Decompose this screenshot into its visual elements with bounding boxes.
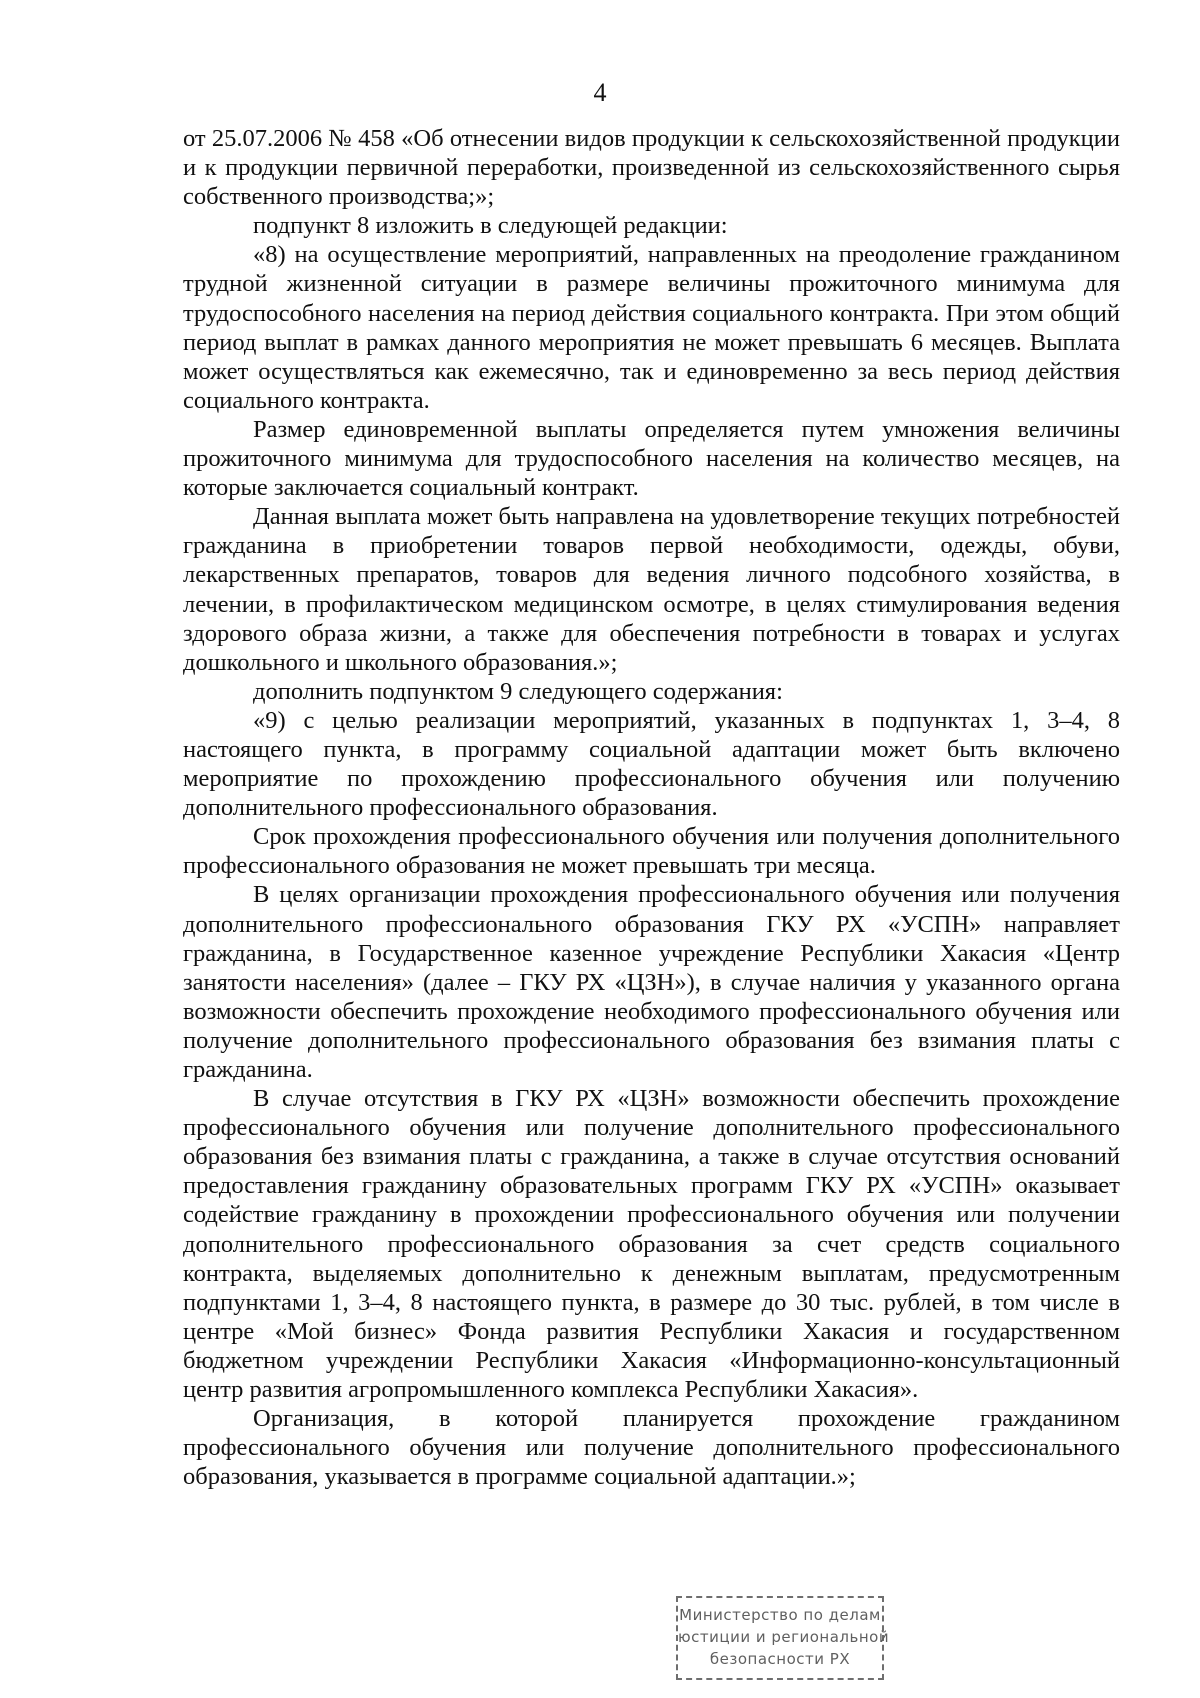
stamp-line-2: юстиции и региональной	[678, 1628, 890, 1646]
stamp-line-3: безопасности РХ	[709, 1650, 851, 1668]
paragraph-2: подпункт 8 изложить в следующей редакции:	[253, 212, 728, 240]
paragraph-8: Срок прохождения профессионального обучения или получения дополнительного профессионального образования не может превышать три месяца.	[183, 823, 1120, 880]
paragraph-11: Организация, в которой планируется прохождение гражданином профессионального обучения или получение дополнительного профессионального образования, указывается в программе социальной адаптации.»;	[183, 1405, 1120, 1491]
stamp-line-1: Министерство по делам	[679, 1606, 881, 1624]
paragraph-4: Размер единовременной выплаты определяется путем умножения величины прожиточного минимума для трудоспособного населения на количество месяцев, на которые заключается социальный контракт.	[183, 415, 1120, 502]
paragraph-10: В случае отсутствия в ГКУ РХ «ЦЗН» возможности обеспечить прохождение профессионального обучения или получение дополнительного профессионального образования без взимания платы с гражданина, а также в случае отсутствия оснований предоставления гражданину образовательных программ ГКУ РХ «УСПН» оказывает содействие гражданину в прохождении профессионального обучения или получении дополнительного профессионального образования за счет средств социального контракта, выделяемых дополнительно к денежным выплатам, предусмотренным подпунктами 1, 3–4, 8 настоящего пункта, в размере до 30 тыс. рублей, в том числе в центре «Мой бизнес» Фонда развития Республики Хакасия и государственном бюджетном учреждении Республики Хакасия «Информационно-консультационный центр развития агропромышленного комплекса Республики Хакасия».	[183, 1085, 1120, 1404]
paragraph-7: «9) с целью реализации мероприятий, указанных в подпунктах 1, 3–4, 8 настоящего пункта, в программу социальной адаптации может быть включено мероприятие по прохождению профессионального обучения или получению дополнительного профессионального образования.	[183, 706, 1120, 822]
paragraph-1: от 25.07.2006 № 458 «Об отнесении видов продукции к сельскохозяйственной продукции и к продукции первичной переработки, произведенной из сельскохозяйственного сырья собственного производства;»;	[183, 125, 1120, 211]
paragraph-3: «8) на осуществление мероприятий, направленных на преодоление гражданином трудной жизненной ситуации в размере величины прожиточного минимума для трудоспособного населения на период действия социального контракта. При этом общий период выплат в рамках данного мероприятия не может превышать 6 месяцев. Выплата может осуществляться как ежемесячно, так и единовременно за весь период действия социального контракта.	[183, 241, 1120, 414]
paragraph-5: Данная выплата может быть направлена на удовлетворение текущих потребностей гражданина в приобретении товаров первой необходимости, одежды, обуви, лекарственных препаратов, товаров для ведения личного подсобного хозяйства, в лечении, в профилактическом медицинском осмотре, в целях стимулирования ведения здорового образа жизни, а также для обеспечения потребности в товарах и услугах дошкольного и школьного образования.»;	[183, 503, 1120, 676]
paragraph-6: дополнить подпунктом 9 следующего содержания:	[253, 677, 783, 705]
ministry-stamp	[676, 1596, 890, 1680]
paragraph-9: В целях организации прохождения профессионального обучения или получения дополнительного профессионального образования ГКУ РХ «УСПН» направляет гражданина, в Государственное казенное учреждение Республики Хакасия «Центр занятости населения» (далее – ГКУ РХ «ЦЗН»), в случае наличия у указанного органа возможности обеспечить прохождение необходимого профессионального обучения или получение дополнительного профессионального образования без взимания платы с гражданина.	[183, 881, 1120, 1083]
document-body	[183, 124, 1120, 1491]
page-number: 4	[593, 78, 607, 107]
